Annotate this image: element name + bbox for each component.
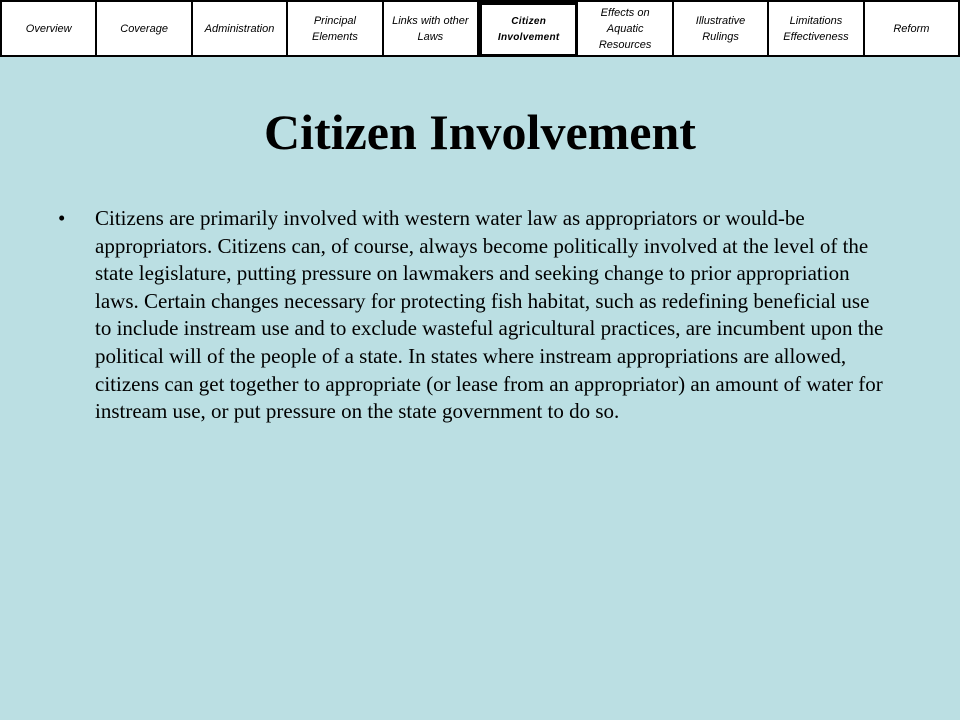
bullet-list: [58, 205, 888, 426]
tab-limitations-effectiveness[interactable]: Limitations Effectiveness: [769, 2, 864, 55]
tab-links-with-other-laws[interactable]: Links with other Laws: [384, 2, 479, 55]
tab-overview[interactable]: Overview: [2, 2, 97, 55]
top-nav-bar: [0, 0, 960, 57]
tab-citizen-involvement[interactable]: Citizen Involvement: [479, 2, 578, 57]
bullet-text: Citizens are primarily involved with western water law as appropriators or would-be appropriators. Citizens can, of course, always become politically involved at the level of the state legislature, putting pressure on lawmakers and seeking change to prior appropriation laws. Certain changes necessary for protecting fish habitat, such as redefining beneficial use to include instream use and to exclude wasteful agricultural practices, are incumbent upon the political will of the people of a state. In states where instream appropriations are allowed, citizens can get together to appropriate (or lease from an appropriator) an amount of water for instream use, or put pressure on the state government to do so.: [95, 206, 884, 424]
tab-reform[interactable]: Reform: [865, 2, 958, 55]
tab-illustrative-rulings[interactable]: Illustrative Rulings: [674, 2, 769, 55]
tab-coverage[interactable]: Coverage: [97, 2, 192, 55]
tab-administration[interactable]: Administration: [193, 2, 288, 55]
tab-principal-elements[interactable]: Principal Elements: [288, 2, 383, 55]
tab-effects-on-aquatic-resources[interactable]: Effects on Aquatic Resources: [578, 2, 673, 55]
bullet-item: [58, 205, 888, 426]
bullet-marker: •: [58, 206, 66, 230]
slide-title: Citizen Involvement: [264, 104, 696, 160]
